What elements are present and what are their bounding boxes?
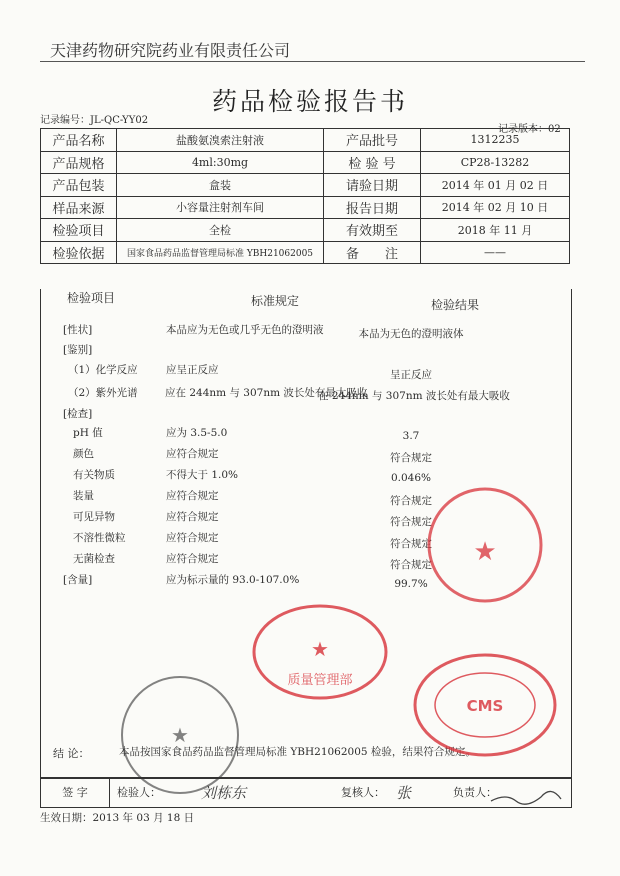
info-value: 2014 年 01 月 02 日 [421,174,570,197]
result-value: 3.7 [402,430,420,442]
red-stamp-cms [415,655,555,755]
info-value: 盐酸氨溴索注射液 [117,129,324,152]
record-version: 记录版本：02 [498,124,561,135]
info-value: —— [421,241,570,264]
header-result: 检验结果 [431,298,480,312]
info-value: 盒装 [117,174,324,197]
result-item: 无菌检查 [73,553,115,565]
result-standard: 应为标示量的 93.0-107.0% [166,574,300,586]
red-stamp-top-right [429,489,541,601]
info-value: 全检 [117,219,324,242]
responsible-label: 负责人： [453,786,497,799]
result-item: 不溶性微粒 [73,532,126,544]
result-standard: 应符合规定 [166,490,219,502]
result-value: 本品为无色的澄明液体 [358,328,464,340]
svg-text:★: ★ [171,723,189,747]
info-value: CP28-13282 [421,151,570,174]
result-standard: 本品应为无色或几乎无色的澄明液 [166,324,324,336]
result-item: 有关物质 [73,469,115,481]
effective-date: 生效日期：2013 年 03 月 18 日 [40,812,195,824]
result-item: （1）化学反应 [68,364,138,376]
result-value: 0.046% [390,472,432,484]
info-label: 产品包装 [41,174,117,197]
result-standard: 应为 3.5-5.0 [166,427,228,439]
result-item: （2）紫外光谱 [68,387,138,399]
header-item: 检验项目 [67,291,116,305]
info-label: 产品批号 [324,129,421,152]
info-label: 备 注 [324,241,421,264]
result-standard: 应符合规定 [166,553,219,565]
red-stamp-quality-dept [254,606,386,698]
result-item: 颜色 [73,448,94,460]
info-label: 产品名称 [41,129,117,152]
result-item: 装量 [73,490,94,502]
result-value: 符合规定 [390,495,432,507]
result-value: 在 244nm 与 307nm 波长处有最大吸收 [318,390,510,402]
info-value: 4ml:30mg [117,151,324,174]
svg-text:★: ★ [473,537,497,567]
info-value: 2018 年 11 月 [421,219,570,242]
conclusion-label: 结 论： [53,747,90,760]
svg-text:质量管理部: 质量管理部 [287,673,353,688]
result-value: 符合规定 [390,559,432,571]
info-label: 报告日期 [324,196,421,219]
info-label: 产品规格 [41,151,117,174]
result-value: 符合规定 [390,538,432,550]
info-label: 检 验 号 [324,151,421,174]
svg-text:CMS: CMS [466,697,504,715]
result-value: 99.7% [394,578,428,590]
info-label: 检验依据 [41,241,117,264]
info-label: 检验项目 [41,219,117,242]
result-item: [性状] [63,324,93,336]
conclusion-text: 本品按国家食品药品监督管理局标准 YBH21062005 检验，结果符合规定。 [119,746,476,758]
info-label: 样品来源 [41,196,117,219]
info-label: 有效期至 [324,219,421,242]
header-standard: 标准规定 [251,294,300,308]
result-item: [鉴别] [63,344,93,356]
report-title: 药品检验报告书 [211,87,408,116]
reviewer-signature: 张 [396,784,412,802]
result-value: 符合规定 [390,516,432,528]
result-item: [含量] [63,574,93,586]
info-label: 请验日期 [324,174,421,197]
signature-label: 签 字 [41,779,110,807]
record-number: 记录编号：JL-QC-YY02 [40,115,149,126]
result-standard: 应呈正反应 [166,364,219,376]
inspector-signature: 刘栋东 [201,784,247,802]
inspector-label: 检验人： [117,786,161,799]
result-item: [检查] [63,408,93,420]
info-value: 1312235 [421,129,570,152]
result-value: 符合规定 [390,452,432,464]
result-item: 可见异物 [73,511,115,523]
result-value: 呈正反应 [390,369,432,381]
company-name: 天津药物研究院药业有限责任公司 [50,41,291,60]
result-standard: 不得大于 1.0% [166,469,239,481]
info-value: 2014 年 02 月 10 日 [421,196,570,219]
info-value: 国家食品药品监督管理局标准 YBH21062005 [117,241,324,264]
result-standard: 应符合规定 [166,511,219,523]
svg-text:★: ★ [311,637,329,661]
result-item: pH 值 [73,427,103,439]
result-standard: 应符合规定 [166,532,219,544]
result-standard: 应符合规定 [166,448,219,460]
black-stamp [122,677,238,793]
reviewer-label: 复核人： [341,786,385,799]
result-standard: 应在 244nm 与 307nm 波长处有最大吸收 [165,387,368,399]
info-value: 小容量注射剂车间 [117,196,324,219]
